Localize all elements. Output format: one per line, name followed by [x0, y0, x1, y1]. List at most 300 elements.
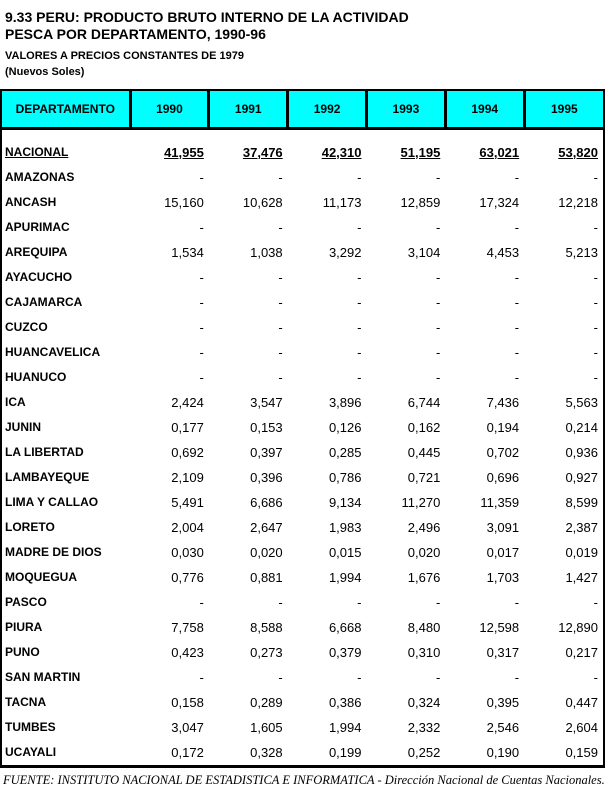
value-cell — [130, 290, 209, 315]
table-row — [2, 615, 603, 640]
table-header — [2, 91, 603, 129]
value-label: - — [199, 669, 204, 685]
value-label: - — [278, 594, 283, 610]
department-cell — [2, 540, 130, 565]
value-label: 0,445 — [407, 444, 441, 460]
value-label: - — [357, 219, 362, 235]
value-cell — [209, 240, 288, 265]
value-cell — [445, 715, 524, 740]
value-label: 0,020 — [250, 544, 283, 560]
value-label: - — [593, 319, 598, 335]
value-label: 7,436 — [486, 394, 520, 410]
gdp-fishing-table — [2, 91, 603, 765]
value-label: 0,162 — [407, 419, 441, 435]
value-label: 2,647 — [250, 519, 283, 535]
value-label: - — [199, 169, 204, 185]
value-label: 53,820 — [558, 144, 598, 160]
value-cell — [209, 465, 288, 490]
value-label: 0,177 — [171, 419, 204, 435]
value-label: - — [199, 219, 204, 235]
value-label: 2,546 — [486, 719, 520, 735]
value-label: - — [593, 269, 598, 285]
department-cell — [2, 340, 130, 365]
value-label: - — [435, 169, 441, 185]
department-cell — [2, 440, 130, 465]
value-label: 0,447 — [565, 694, 598, 710]
value-label: 12,859 — [400, 194, 441, 210]
department-cell — [2, 465, 130, 490]
value-label: - — [357, 669, 362, 685]
value-cell — [524, 315, 603, 340]
value-cell — [524, 415, 603, 440]
value-cell — [209, 715, 288, 740]
value-cell — [209, 665, 288, 690]
table-row — [2, 515, 603, 540]
value-cell — [288, 740, 367, 765]
value-label: 0,126 — [328, 419, 362, 435]
value-label: - — [278, 369, 283, 385]
value-cell — [288, 190, 367, 215]
table-frame — [0, 89, 605, 768]
value-cell — [366, 365, 445, 390]
department-cell — [2, 215, 130, 240]
value-label: 10,628 — [242, 194, 283, 210]
table-row — [2, 740, 603, 765]
department-cell — [2, 590, 130, 615]
table-row — [2, 690, 603, 715]
department-label: PUNO — [5, 645, 40, 659]
value-label: - — [435, 669, 441, 685]
department-label: HUANUCO — [5, 370, 67, 384]
department-label: PASCO — [5, 595, 47, 609]
value-label: 3,091 — [486, 519, 520, 535]
value-cell — [524, 590, 603, 615]
value-cell — [366, 390, 445, 415]
value-label: - — [278, 669, 283, 685]
value-label: 0,881 — [250, 569, 283, 585]
value-label: - — [278, 319, 283, 335]
value-cell — [130, 515, 209, 540]
value-label: 1,038 — [250, 244, 283, 260]
department-cell — [2, 390, 130, 415]
value-cell — [288, 490, 367, 515]
value-label: 2,004 — [171, 519, 204, 535]
table-row — [2, 465, 603, 490]
title-block — [0, 0, 605, 78]
value-label: - — [357, 319, 362, 335]
table-row — [2, 715, 603, 740]
value-label: - — [435, 594, 441, 610]
value-cell — [288, 440, 367, 465]
value-cell — [366, 715, 445, 740]
value-cell — [445, 440, 524, 465]
value-cell — [288, 515, 367, 540]
value-label: - — [593, 169, 598, 185]
value-cell — [524, 740, 603, 765]
report-title-line1: 9.33 PERU: PRODUCTO BRUTO INTERNO DE LA ACTIVIDAD — [5, 9, 409, 25]
value-cell — [524, 215, 603, 240]
value-label: 0,395 — [486, 694, 520, 710]
value-cell — [209, 515, 288, 540]
value-label: - — [278, 294, 283, 310]
header-year-1995: 1995 — [524, 91, 603, 129]
value-label: - — [514, 369, 520, 385]
department-cell — [2, 365, 130, 390]
department-label: TUMBES — [5, 720, 56, 734]
value-cell — [130, 615, 209, 640]
value-cell — [445, 590, 524, 615]
value-cell — [366, 315, 445, 340]
value-cell — [209, 590, 288, 615]
value-label: 9,134 — [328, 494, 362, 510]
value-label: 0,702 — [486, 444, 520, 460]
table-row — [2, 215, 603, 240]
value-cell — [209, 740, 288, 765]
value-cell — [130, 315, 209, 340]
value-label: 0,194 — [486, 419, 520, 435]
value-label: 2,387 — [565, 519, 598, 535]
department-label: ICA — [5, 395, 26, 409]
value-cell — [209, 690, 288, 715]
value-label: 6,686 — [250, 494, 283, 510]
value-label: 0,273 — [250, 644, 283, 660]
department-label: APURIMAC — [5, 220, 70, 234]
value-cell — [288, 540, 367, 565]
value-cell — [524, 365, 603, 390]
value-cell — [366, 540, 445, 565]
value-label: 17,324 — [479, 194, 520, 210]
value-cell — [366, 515, 445, 540]
department-cell — [2, 165, 130, 190]
value-cell — [288, 690, 367, 715]
value-cell — [524, 465, 603, 490]
value-label: - — [357, 269, 362, 285]
department-cell — [2, 190, 130, 215]
value-label: 6,668 — [328, 619, 362, 635]
value-cell — [209, 365, 288, 390]
value-cell — [524, 540, 603, 565]
value-label: - — [593, 369, 598, 385]
value-label: 0,030 — [171, 544, 204, 560]
table-row — [2, 190, 603, 215]
value-label: 1,983 — [328, 519, 362, 535]
value-label: 2,604 — [565, 719, 598, 735]
value-cell — [524, 690, 603, 715]
value-cell — [130, 540, 209, 565]
value-cell — [366, 615, 445, 640]
value-label: 5,563 — [565, 394, 598, 410]
table-row — [2, 265, 603, 290]
value-cell — [130, 265, 209, 290]
value-cell — [445, 740, 524, 765]
value-label: - — [514, 319, 520, 335]
value-cell — [445, 665, 524, 690]
value-cell — [445, 615, 524, 640]
table-row — [2, 590, 603, 615]
department-label: AREQUIPA — [5, 245, 68, 259]
header-year-1992: 1992 — [288, 91, 367, 129]
report-title-line2: PESCA POR DEPARTAMENTO, 1990-96 — [5, 26, 266, 42]
value-label: - — [199, 369, 204, 385]
department-label: LA LIBERTAD — [5, 445, 84, 459]
value-cell — [288, 465, 367, 490]
value-label: - — [593, 344, 598, 360]
value-cell — [524, 165, 603, 190]
value-label: 0,285 — [328, 444, 362, 460]
value-label: - — [593, 594, 598, 610]
value-cell — [288, 165, 367, 190]
value-label: - — [199, 319, 204, 335]
value-cell — [524, 140, 603, 165]
source-note: FUENTE: INSTITUTO NACIONAL DE ESTADISTICA E INFORMATICA - Dirección Nacional de Cuentas Nacionales. — [3, 772, 605, 787]
value-label: 0,214 — [565, 419, 598, 435]
value-cell — [130, 440, 209, 465]
value-label: - — [199, 269, 204, 285]
value-cell — [445, 415, 524, 440]
value-label: 0,386 — [328, 694, 362, 710]
value-cell — [209, 640, 288, 665]
value-label: 0,289 — [250, 694, 283, 710]
value-label: 5,213 — [565, 244, 598, 260]
value-cell — [445, 315, 524, 340]
header-year-1991: 1991 — [209, 91, 288, 129]
value-label: 0,217 — [565, 644, 598, 660]
value-cell — [445, 265, 524, 290]
department-label: LIMA Y CALLAO — [5, 495, 99, 509]
value-label: 0,397 — [250, 444, 283, 460]
value-cell — [524, 615, 603, 640]
department-cell — [2, 515, 130, 540]
value-cell — [445, 690, 524, 715]
value-label: - — [514, 669, 520, 685]
table-row — [2, 565, 603, 590]
value-cell — [209, 340, 288, 365]
value-label: - — [593, 669, 598, 685]
value-label: 51,195 — [400, 144, 441, 160]
value-cell — [445, 240, 524, 265]
value-label: - — [514, 294, 520, 310]
value-cell — [130, 590, 209, 615]
value-label: 12,218 — [558, 194, 598, 210]
value-cell — [524, 290, 603, 315]
value-cell — [524, 515, 603, 540]
table-row — [2, 640, 603, 665]
value-cell — [209, 290, 288, 315]
department-cell — [2, 140, 130, 165]
value-cell — [288, 365, 367, 390]
value-label: 0,927 — [565, 469, 598, 485]
value-cell — [288, 340, 367, 365]
value-label: 0,324 — [407, 694, 441, 710]
value-cell — [445, 290, 524, 315]
value-cell — [445, 140, 524, 165]
value-cell — [130, 240, 209, 265]
value-cell — [130, 690, 209, 715]
value-cell — [209, 565, 288, 590]
value-label: 0,015 — [328, 544, 362, 560]
value-cell — [288, 215, 367, 240]
value-label: - — [435, 294, 441, 310]
value-label: 0,328 — [250, 744, 283, 760]
department-cell — [2, 615, 130, 640]
value-cell — [524, 390, 603, 415]
department-label: LORETO — [5, 520, 55, 534]
value-label: 0,020 — [407, 544, 441, 560]
value-label: - — [278, 269, 283, 285]
value-cell — [524, 340, 603, 365]
value-label: - — [514, 269, 520, 285]
department-cell — [2, 740, 130, 765]
value-label: 7,758 — [171, 619, 204, 635]
value-cell — [524, 715, 603, 740]
department-label: ANCASH — [5, 195, 57, 209]
department-label: JUNIN — [5, 420, 42, 434]
department-cell — [2, 315, 130, 340]
value-cell — [524, 490, 603, 515]
value-cell — [524, 190, 603, 215]
value-cell — [130, 640, 209, 665]
value-cell — [366, 665, 445, 690]
value-cell — [288, 240, 367, 265]
value-label: 3,896 — [328, 394, 362, 410]
value-cell — [445, 165, 524, 190]
value-label: - — [435, 369, 441, 385]
table-row — [2, 415, 603, 440]
value-label: - — [514, 219, 520, 235]
table-row — [2, 290, 603, 315]
department-label: CAJAMARCA — [5, 295, 83, 309]
value-label: 11,173 — [322, 194, 362, 210]
value-cell — [366, 465, 445, 490]
value-cell — [209, 615, 288, 640]
value-label: 0,017 — [486, 544, 520, 560]
value-cell — [366, 140, 445, 165]
header-row — [2, 91, 603, 129]
value-cell — [366, 690, 445, 715]
value-label: 12,890 — [558, 619, 598, 635]
value-label: 0,692 — [171, 444, 204, 460]
department-label: HUANCAVELICA — [5, 345, 101, 359]
value-cell — [209, 540, 288, 565]
value-label: 0,190 — [486, 744, 520, 760]
value-label: 8,480 — [407, 619, 441, 635]
value-cell — [366, 190, 445, 215]
value-label: 0,776 — [171, 569, 204, 585]
value-label: - — [514, 169, 520, 185]
value-cell — [445, 365, 524, 390]
department-label: PIURA — [5, 620, 43, 634]
value-label: - — [357, 594, 362, 610]
value-label: - — [435, 319, 441, 335]
report-unit-note: (Nuevos Soles) — [5, 66, 85, 78]
table-row — [2, 490, 603, 515]
value-cell — [445, 540, 524, 565]
value-label: 2,109 — [171, 469, 204, 485]
value-cell — [366, 590, 445, 615]
value-cell — [288, 715, 367, 740]
value-cell — [209, 165, 288, 190]
value-cell — [288, 140, 367, 165]
value-label: 15,160 — [164, 194, 204, 210]
value-label: - — [278, 344, 283, 360]
value-label: - — [199, 344, 204, 360]
value-label: - — [278, 219, 283, 235]
value-label: 0,310 — [407, 644, 441, 660]
value-label: - — [357, 169, 362, 185]
table-row — [2, 390, 603, 415]
department-cell — [2, 715, 130, 740]
value-cell — [288, 290, 367, 315]
value-cell — [130, 190, 209, 215]
header-departamento: DEPARTAMENTO — [2, 91, 130, 129]
table-row — [2, 140, 603, 165]
table-body — [2, 129, 603, 765]
value-label: 1,676 — [407, 569, 441, 585]
value-cell — [130, 565, 209, 590]
department-label: SAN MARTIN — [5, 670, 81, 684]
value-cell — [288, 565, 367, 590]
department-label: MADRE DE DIOS — [5, 545, 102, 559]
department-label: AMAZONAS — [5, 170, 75, 184]
value-label: 0,019 — [565, 544, 598, 560]
table-row — [2, 540, 603, 565]
value-label: 11,359 — [480, 494, 520, 510]
value-label: 42,310 — [321, 144, 362, 160]
value-label: 3,292 — [328, 244, 362, 260]
value-cell — [524, 440, 603, 465]
value-cell — [288, 665, 367, 690]
value-label: 0,172 — [171, 744, 204, 760]
department-cell — [2, 290, 130, 315]
department-cell — [2, 265, 130, 290]
value-label: - — [435, 269, 441, 285]
value-cell — [130, 715, 209, 740]
value-label: - — [593, 294, 598, 310]
department-cell — [2, 690, 130, 715]
value-label: - — [435, 344, 441, 360]
department-label: TACNA — [5, 695, 47, 709]
value-label: 0,158 — [171, 694, 204, 710]
value-label: 11,270 — [401, 494, 441, 510]
value-cell — [130, 490, 209, 515]
value-label: 2,496 — [407, 519, 441, 535]
value-cell — [445, 640, 524, 665]
value-cell — [524, 640, 603, 665]
value-cell — [130, 740, 209, 765]
value-label: - — [278, 169, 283, 185]
value-cell — [366, 740, 445, 765]
value-label: 41,955 — [164, 144, 204, 160]
value-cell — [209, 215, 288, 240]
table-row — [2, 665, 603, 690]
value-cell — [445, 190, 524, 215]
department-label: NACIONAL — [5, 145, 69, 159]
value-cell — [366, 340, 445, 365]
value-cell — [288, 590, 367, 615]
value-label: 6,744 — [407, 394, 441, 410]
value-cell — [130, 415, 209, 440]
value-label: - — [593, 219, 598, 235]
value-cell — [524, 665, 603, 690]
value-label: 0,199 — [328, 744, 362, 760]
value-cell — [524, 265, 603, 290]
value-label: 0,936 — [565, 444, 598, 460]
value-cell — [445, 390, 524, 415]
value-label: - — [514, 344, 520, 360]
value-cell — [209, 140, 288, 165]
department-cell — [2, 415, 130, 440]
table-row — [2, 315, 603, 340]
